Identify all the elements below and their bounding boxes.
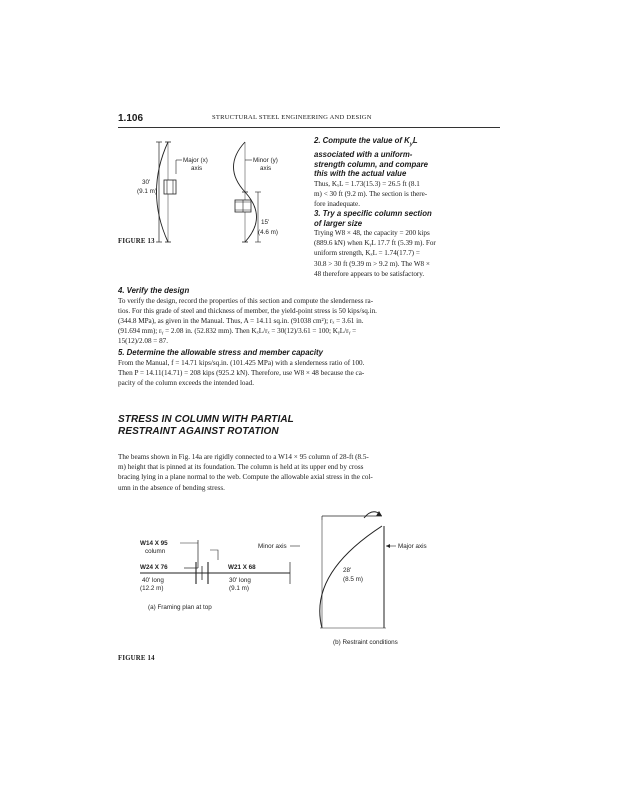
height-m-label: (8.5 m) — [343, 576, 363, 583]
step-3-heading: 3. Try a specific column section of larger size — [314, 209, 432, 228]
right-beam-label: W21 X 68 — [228, 564, 256, 571]
column-label-2: column — [145, 548, 166, 555]
step-2-line-2: m) < 30 ft (9.2 m). The section is there- — [314, 189, 428, 198]
major-axis-label-2: axis — [191, 165, 203, 172]
left-beam-length-m: (12.2 m) — [140, 585, 164, 592]
figure-14-caption: FIGURE 14 — [118, 655, 155, 662]
minor-axis-label-2: axis — [260, 165, 272, 172]
step-4-heading: 4. Verify the design — [118, 286, 190, 295]
height-ft-label: 28' — [343, 567, 352, 574]
left-beam-length: 40' long — [142, 577, 164, 584]
step-2-heading: 2. Compute the value of $K_yL$ associated with a uniform- strength column, and compare this with the actual value — [314, 136, 428, 179]
step-5-heading: 5. Determine the allowable stress and member capacity — [118, 348, 323, 357]
step-3-line-1: Trying W8 × 48, the capacity = 200 kips — [314, 229, 430, 237]
subcaption-b: (b) Restraint conditions — [333, 639, 398, 646]
step-4 — [118, 286, 502, 347]
height-ft-label: 30' — [142, 179, 151, 186]
right-beam-length-m: (9.1 m) — [229, 585, 249, 592]
major-axis-section — [164, 180, 176, 194]
figure-13-diagram — [137, 130, 315, 260]
section-heading: STRESS IN COLUMN WITH PARTIAL RESTRAINT AGAINST ROTATION — [118, 414, 294, 437]
step-5 — [118, 348, 502, 388]
section-line-4: umn in the absence of bending stress. — [118, 483, 225, 492]
step-5-line-1: From the Manual, f = 14.71 kips/sq.in. (101.425 MPa) with a slenderness ratio of 100. — [118, 358, 365, 367]
step-4-line-5: 15(12)/2.08 = 87. — [118, 337, 169, 346]
step-3-line-2: (889.6 kN) when KᵧL 17.7 ft (5.39 m). For — [314, 239, 436, 248]
section-line-1: The beams shown in Fig. 14a are rigidly connected to a W14 × 95 column of 28-ft (8.5- — [118, 453, 369, 461]
subcaption-a: (a) Framing plan at top — [148, 604, 212, 611]
minor-axis-section — [235, 200, 251, 212]
step-3 — [314, 209, 500, 279]
running-title: STRUCTURAL STEEL ENGINEERING AND DESIGN — [212, 114, 372, 121]
restraint-column — [320, 511, 396, 628]
step-2-line-1: Thus, KₓL = 1.73(15.3) = 26.5 ft (8.1 — [314, 179, 420, 188]
minor-axis-label: Minor axis — [258, 543, 287, 550]
step-3-line-4: 30.8 > 30 ft (9.39 m > 9.2 m). The W8 × — [314, 259, 430, 268]
step-5-line-2: Then P = 14.11(14.71) = 208 kips (925.2 kN). Therefore, use W8 × 48 because the ca- — [118, 368, 365, 377]
step-4-line-1: To verify the design, record the properties of this section and compute the slenderness ra- — [118, 296, 374, 305]
brace-m-label: (4.6 m) — [258, 229, 278, 236]
figure-13-caption: FIGURE 13 — [118, 238, 155, 245]
brace-ft-label: 15' — [261, 219, 270, 226]
major-axis-label: Major (x) — [183, 157, 208, 164]
step-5-line-3: pacity of the column exceeds the intended load. — [118, 378, 255, 387]
step-2 — [314, 136, 500, 209]
step-2-line-3: fore inadequate. — [314, 199, 360, 208]
right-beam-length: 30' long — [229, 577, 251, 584]
section-body — [118, 452, 502, 493]
section-line-2: m) height that is pinned at its foundation. The column is held at its upper end by cross — [118, 463, 364, 472]
step-3-line-3: uniform strength, KₓL = 1.74(17.7) = — [314, 249, 420, 258]
major-axis-label: Major axis — [398, 543, 427, 550]
step-4-line-4: (91.694 mm); rᵧ = 2.08 in. (52.832 mm). Then KₓL/rₓ = 30(12)/3.61 = 100; KᵧL/rᵧ = — [118, 327, 357, 336]
figure-14-diagram — [140, 508, 480, 654]
header-rule — [118, 127, 500, 128]
step-4-line-2: tios. For this grade of steel and thickness of member, the yield-point stress is 50 kips/sq.in. — [118, 306, 377, 315]
minor-axis-label: Minor (y) — [253, 157, 278, 164]
page-number: 1.106 — [118, 113, 144, 124]
step-4-line-3: (344.8 MPa), as given in the Manual. Thus, A = 14.11 sq.in. (91038 cm²); rₓ = 3.61 in. — [118, 316, 364, 325]
section-line-3: bracing lying in a plane normal to the web. Compute the allowable axial stress in the col- — [118, 473, 373, 482]
left-beam-label: W24 X 76 — [140, 564, 168, 571]
step-3-line-5: 48 therefore appears to be satisfactory. — [314, 269, 425, 278]
column-label: W14 X 95 — [140, 540, 168, 547]
height-m-label: (9.1 m) — [137, 188, 157, 195]
